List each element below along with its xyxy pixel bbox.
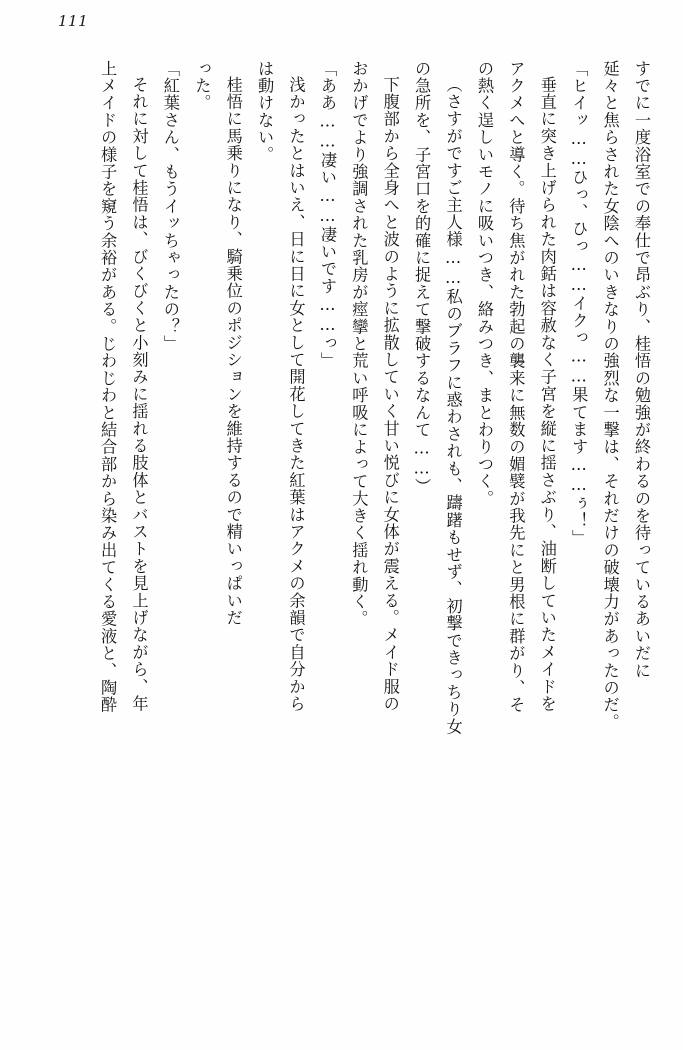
body-paragraph: 「ヒイッ……ひっ、ひっ……イクっ……果てます……ぅ！」	[569, 60, 589, 547]
body-paragraph: 「ああ……凄い……凄いです……っ」	[317, 60, 337, 370]
body-paragraph: 下腹部から全身へと波のように拡散していく甘い悦びに女体が震える。メイド服の	[380, 76, 400, 713]
body-text-vertical	[28, 60, 657, 1025]
body-paragraph: 垂直に突き上げられた肉銛は容赦なく子宮を縦に揺さぶり、油断していたメイドを	[537, 76, 557, 713]
body-paragraph: 延々と焦らされた女陰へのいきなりの強烈な一撃は、それだけの破壊力があったのだ。	[600, 60, 620, 731]
body-paragraph: の急所を、子宮口を的確に捉えて撃破するなんて……）	[412, 60, 432, 496]
body-paragraph: （さすがですご主人様……私のブラフに惑わされも、躊躇もせず、初撃できっちり女	[443, 76, 463, 736]
page-number: 111	[58, 12, 89, 30]
body-paragraph: すでに一度浴室での奉仕で昂ぶり、桂悟の勉強が終わるのを待っているあいだに	[632, 60, 651, 680]
body-paragraph: の熱く逞しいモノに吸いつき、絡みつき、まとわりつく。	[474, 60, 494, 508]
body-paragraph: それに対して桂悟は、びくびくと小刻みに揺れる肢体とバストを見上げながら、年	[129, 76, 149, 713]
body-paragraph: った。	[192, 60, 212, 112]
body-paragraph: 浅かったとはいえ、日に日に女として開花してきた紅葉はアクメの余韻で自分から	[286, 76, 306, 713]
body-paragraph: おかげでより強調された乳房が痙攣と荒い呼吸によって大きく揺れ動く。	[349, 60, 369, 628]
body-paragraph: 桂悟に馬乗りになり、騎乗位のポジションを維持するので精いっぱいだ	[223, 76, 243, 627]
body-paragraph: は動けない。	[255, 60, 275, 164]
body-paragraph: 上メイドの様子を窺う余裕がある。じわじわと結合部から染み出てくる愛液と、陶酔	[98, 60, 118, 714]
body-paragraph: アクメへと導く。待ち焦がれた勃起の襲来に無数の媚襞が我先にと男根に群がり、そ	[506, 60, 526, 714]
body-paragraph: 「紅葉さん、もうイッちゃったの？」	[160, 60, 180, 353]
